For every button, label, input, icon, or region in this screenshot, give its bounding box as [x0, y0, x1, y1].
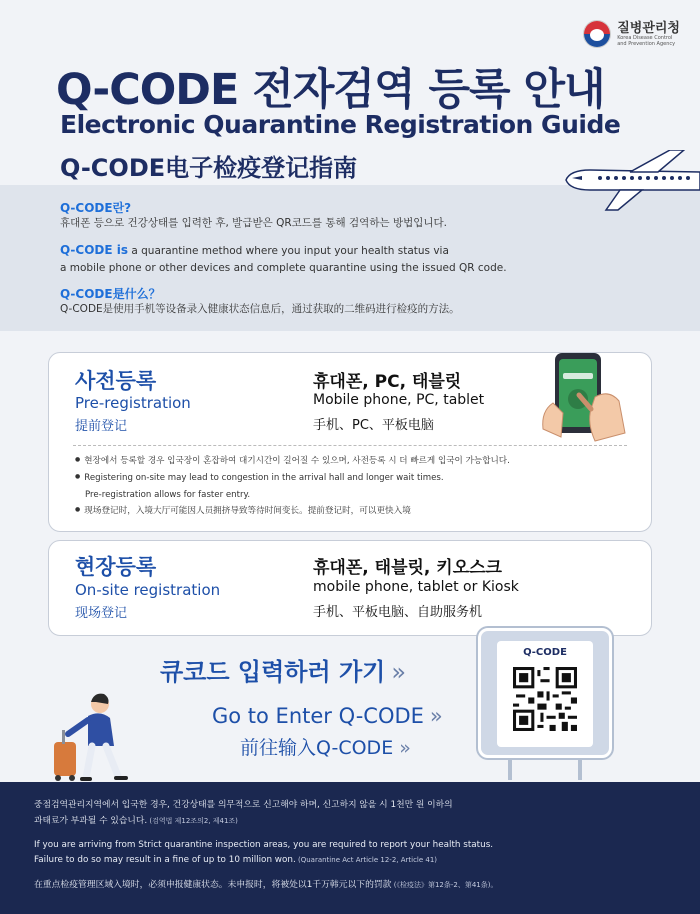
cta-cn-label: 前往输入Q-CODE	[240, 737, 394, 759]
pre-registration-card	[48, 352, 652, 532]
note-item-en-2: Pre-registration allows for faster entry.	[85, 489, 251, 500]
footer-cn-line-1: 在重点检疫管理区域入境时，必须申报健康状态。未申报时，将被处以1千万韩元以下的罚款	[34, 880, 392, 890]
enter-qcode-link-cn[interactable]	[240, 733, 407, 760]
title-english: Electronic Quarantine Registration Guide	[60, 110, 621, 139]
onsite-devices-en: mobile phone, tablet or Kiosk	[313, 579, 519, 595]
footer-en-line-2: Failure to do so may result in a fine of up to 10 million won.	[34, 855, 296, 865]
footer-en-ref: (Quarantine Act Article 12-2, Article 41)	[295, 856, 438, 864]
title-korean: Q-CODE 전자검역 등록 안내	[56, 65, 605, 115]
title-chinese: Q-CODE电子检疫登记指南	[60, 154, 358, 182]
taegeuk-emblem-icon	[583, 20, 611, 48]
airplane-icon	[560, 150, 700, 220]
chevron-right-icon: »	[399, 737, 407, 759]
note-item-ko: ● 현장에서 등록할 경우 입국장이 혼잡하여 대기시간이 길어질 수 있으며, 사전등록 시 더 빠르게 입국이 가능합니다.	[75, 453, 635, 470]
card-divider	[73, 445, 627, 446]
pre-registration-notes	[75, 453, 635, 520]
pre-registration-cn: 提前登记	[75, 419, 128, 434]
footer-notice	[0, 782, 700, 914]
chevron-right-icon: »	[391, 658, 403, 686]
kiosk-stand	[508, 758, 582, 780]
onsite-devices-ko: 휴대폰, 태블릿, 키오스크	[313, 558, 502, 578]
intro-en-heading: Q-CODE is	[60, 243, 129, 257]
onsite-registration-en: On-site registration	[75, 581, 221, 599]
onsite-registration-cn: 现场登记	[75, 606, 128, 621]
agency-subtitle: Korea Disease Control and Prevention Agency	[617, 34, 676, 47]
agency-logo	[583, 20, 680, 48]
note-item-cn: ● 现场登记时，入境大厅可能因人员拥挤导致等待时间变长。提前登记时，可以更快入境	[75, 503, 635, 520]
pre-registration-en: Pre-registration	[75, 394, 191, 412]
agency-name: 질병관리청	[617, 20, 680, 36]
intro-cn-text: Q-CODE是使用手机等设备录入健康状态信息后，通过获取的二维码进行检疫的方法。	[60, 303, 460, 315]
intro-cn-heading: Q-CODE是什么？	[60, 287, 161, 301]
traveler-with-luggage-icon	[48, 690, 138, 782]
intro-en-text-2: a mobile phone or other devices and complete quarantine using the issued QR code.	[60, 261, 507, 274]
pre-devices-cn: 手机、PC、平板电脑	[313, 418, 434, 433]
qr-code-icon[interactable]	[513, 667, 577, 731]
footer-ko-ref: (검역법 제12조의2, 제41조)	[147, 817, 238, 825]
pre-registration-ko: 사전등록	[75, 369, 157, 393]
enter-qcode-link-ko[interactable]	[160, 652, 402, 687]
intro-ko-heading: Q-CODE란?	[60, 201, 132, 215]
hand-phone-icon	[535, 353, 627, 443]
enter-qcode-link-en[interactable]	[212, 704, 439, 728]
note-item-en-1: ● Registering on-site may lead to congestion in the arrival hall and longer wait times.	[75, 470, 635, 487]
footer-ko-line-2: 과태료가 부과될 수 있습니다.	[34, 816, 148, 826]
cta-ko-label: 큐코드 입력하러 가기	[160, 658, 386, 686]
pre-devices-ko: 휴대폰, PC, 태블릿	[313, 372, 462, 392]
kiosk-label: Q-CODE	[523, 647, 567, 658]
chevron-right-icon: »	[429, 704, 439, 728]
footer-ko-line-1: 중점검역관리지역에서 입국한 경우, 건강상태를 의무적으로 신고해야 하며, 신고하지 않을 시 1천만 원 이하의	[34, 800, 453, 810]
footer-en-line-1: If you are arriving from Strict quarantine inspection areas, you are required to report your health status.	[34, 840, 494, 850]
kiosk-illustration	[478, 628, 612, 758]
intro-en-text-1: a quarantine method where you input your health status via	[128, 245, 449, 257]
footer-cn-ref: (《检疫法》第12条-2、第41条)。	[391, 881, 498, 889]
onsite-registration-card	[48, 540, 652, 636]
onsite-devices-cn: 手机、平板电脑、自助服务机	[313, 605, 483, 620]
cta-en-label: Go to Enter Q-CODE	[212, 704, 424, 728]
intro-ko-text: 휴대폰 등으로 건강상태를 입력한 후, 발급받은 QR코드를 통해 검역하는 방법입니다.	[60, 217, 447, 229]
pre-devices-en: Mobile phone, PC, tablet	[313, 392, 485, 408]
onsite-registration-ko: 현장등록	[75, 555, 157, 579]
